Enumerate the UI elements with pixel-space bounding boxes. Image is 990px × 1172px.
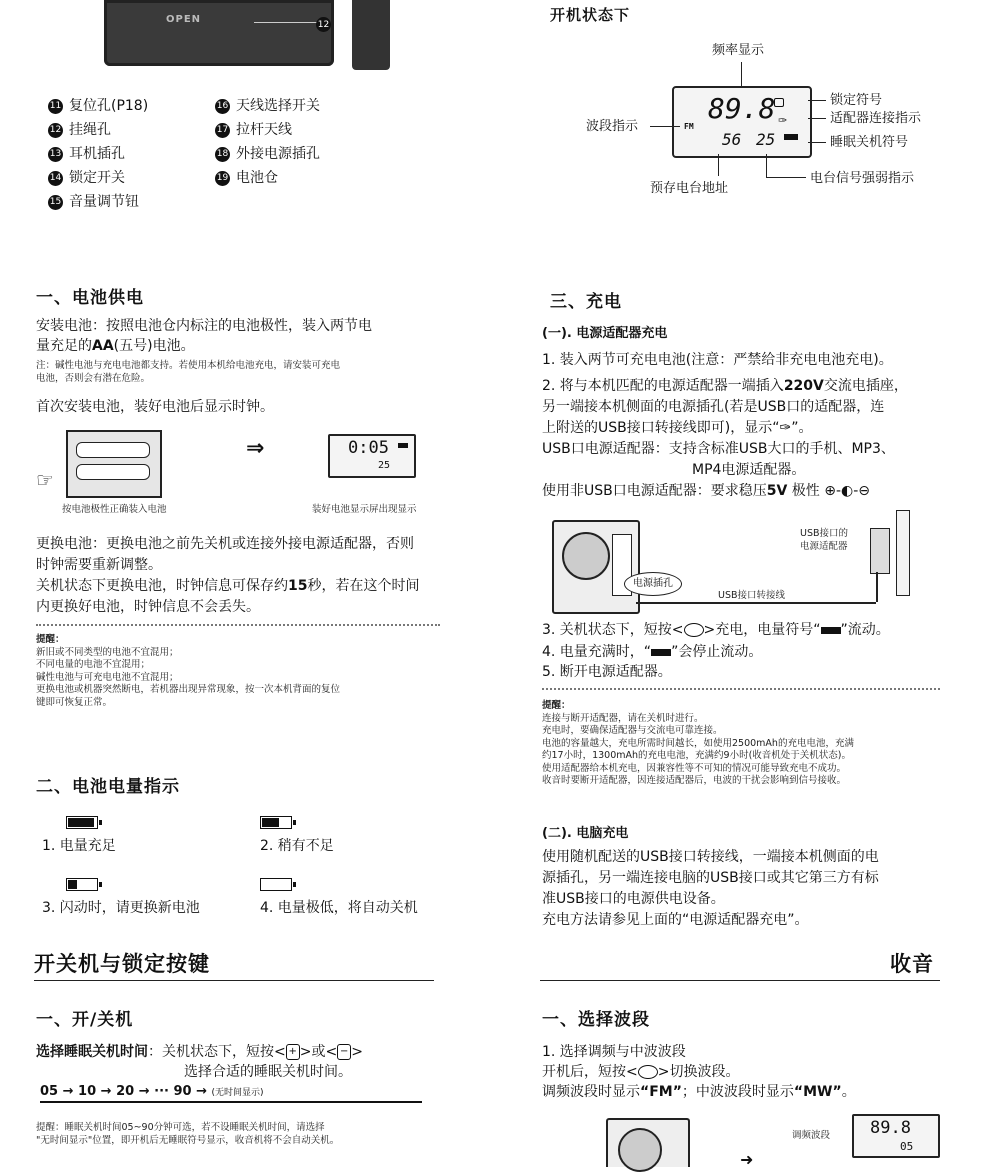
signal-label: 电台信号强弱指示 [810, 171, 915, 186]
battery-p4: 关机状态下更换电池，时钟信息可保存约15秒，若在这个时间 内更换好电池，时钟信息不会丢失。 [36, 578, 420, 615]
charge-sub1: (一). 电源适配器充电 [542, 326, 668, 341]
charge-section-title: 三、充电 [550, 292, 622, 312]
lcd-freq: 89.8 [708, 92, 776, 125]
band-label: 波段指示 [586, 119, 639, 134]
wall-socket [896, 510, 910, 596]
fig-band-label: 调频波段 [792, 1130, 831, 1141]
charge-tips: 提醒： 连接与断开适配器，请在关机时进行。 充电时，要确保适配器与交流电可靠连接。 电池的容量越大，充电所需时间越长，如使用2500mAh的充电电池，充满 约17小时，1300mAh的充电电池，充满约9小时(收音机处于关机状态)。 使用适配器给本机充电，因兼容性等不可知的情况可能导致充电不成功。 收音时要断开适配器，因连接适配器后，电波的干扰会影响到信号接收。 [542, 700, 854, 786]
divider [542, 688, 940, 690]
radio-section-title: 一、选择波段 [542, 1010, 650, 1030]
lcd-preset: 56 [722, 130, 742, 149]
caption-left: 按电池极性正确装入电池 [62, 504, 167, 515]
usb-adapter-illustration [870, 528, 890, 574]
battery-icon [651, 649, 671, 656]
hand-icon: ☞ [36, 468, 54, 492]
callout-12: 12 [316, 14, 337, 33]
display-diagram-title: 开机状态下 [550, 6, 631, 24]
battery-level-empty [260, 876, 292, 895]
clock-lcd [328, 434, 416, 478]
display-lcd [672, 86, 812, 158]
sleep-label: 睡眠关机符号 [830, 135, 909, 150]
fig-cable-label: USB接口转接线 [718, 590, 786, 601]
divider [34, 980, 434, 981]
plug-icon: ✑ [778, 114, 788, 127]
charge-s1: 1. 装入两节可充电电池(注意：严禁给非充电电池充电)。 [542, 352, 893, 368]
battery-p1: 安装电池：按照电池仓内标注的电池极性，装入两节电 [36, 318, 372, 334]
battery-p1b: 量充足的AA(五号)电池。 [36, 338, 195, 354]
plug-icon: ✑ [779, 420, 792, 436]
device-illustration [104, 0, 334, 66]
jack-callout: 电源插孔 [624, 572, 682, 596]
list-item: 19 电池仓 [216, 170, 278, 186]
lcd-sub: 05 [900, 1140, 914, 1153]
level-label: 1. 电量充足 [42, 838, 116, 854]
arrow-icon: ➜ [740, 1150, 754, 1169]
level-section-title: 二、电池电量指示 [36, 777, 180, 797]
battery-icon [784, 134, 798, 140]
charge-s2: 2. 将与本机匹配的电源适配器一端插入220V交流电插座， 另一端接本机侧面的电源插孔(若是USB口的适配器，连 上附送的USB接口转接线即可)，显示“✑”。 USB口电源适配器：支持含标准USB大口的手机、MP3、 MP4电源适配器。 使用非USB口电源适配器：要求稳压5V 极性 ⊕-◐-⊖ [542, 378, 908, 499]
radio-illustration [552, 520, 640, 614]
parts-list-col2 [215, 95, 320, 191]
list-item: 17 拉杆天线 [216, 122, 292, 138]
lock-icon [774, 98, 784, 107]
lcd-band: FM [684, 122, 694, 131]
power-button-icon [638, 1065, 658, 1079]
level-label: 4. 电量极低，将自动关机 [260, 900, 418, 916]
device-side [352, 0, 390, 70]
charge-pc: 使用随机配送的USB接口转接线，一端接本机侧面的电 源插孔，另一端连接电脑的USB接口或其它第三方有标 准USB接口的电源供电设备。 充电方法请参见上面的“电源适配器充电”。 [542, 849, 879, 928]
charge-s4: 4. 电量充满时，“ ”会停止流动。 [542, 644, 763, 660]
arrow-icon: ⇒ [246, 436, 265, 461]
level-label: 2. 稍有不足 [260, 838, 334, 854]
battery-icon [398, 443, 408, 448]
list-item: 15 音量调节钮 [49, 194, 139, 210]
power-tip: 提醒：睡眠关机时间05~90分钟可选，若不设睡眠关机时间，请选择 "无时间显示"位置，即开机后无睡眠符号显示，收音机将不会自动关机。 [36, 1122, 340, 1146]
battery-p3: 更换电池：更换电池之前先关机或连接外接电源适配器，否则 时钟需要重新调整。 [36, 536, 414, 573]
power-line1: 选择睡眠关机时间：关机状态下，短按< + >或< − > [36, 1044, 363, 1060]
battery-level-medium [260, 814, 292, 833]
band-lcd [852, 1114, 940, 1158]
power-line2: 选择合适的睡眠关机时间。 [184, 1064, 352, 1080]
battery-level-full [66, 814, 98, 833]
polarity-icon: ⊕-◐-⊖ [824, 483, 871, 499]
charge-sub2: (二). 电脑充电 [542, 826, 629, 841]
power-button-icon [684, 623, 704, 637]
caption-right: 装好电池显示屏出现显示 [312, 504, 417, 515]
list-item: 11 复位孔(P18) [49, 98, 149, 114]
radio-l1: 1. 选择调频与中波波段 [542, 1044, 686, 1060]
lcd-time: 0:05 [348, 438, 389, 458]
list-item: 14 锁定开关 [49, 170, 125, 186]
plus-button-icon: + [286, 1044, 300, 1060]
divider [36, 624, 440, 626]
list-item: 12 挂绳孔 [49, 122, 111, 138]
battery-level-low [66, 876, 98, 895]
lcd-signal: 25 [756, 130, 776, 149]
device-label: OPEN [166, 14, 202, 25]
fig-adapter-label: USB接口的 电源适配器 [800, 528, 849, 552]
divider [540, 980, 940, 981]
charge-s3: 3. 关机状态下，短按< >充电，电量符号“ ”流动。 [542, 622, 890, 638]
battery-p2: 首次安装电池，装好电池后显示时钟。 [36, 399, 274, 415]
preset-label: 预存电台地址 [650, 181, 729, 196]
radio-l3: 调频波段时显示“FM”；中波波段时显示“MW”。 [542, 1084, 856, 1100]
charge-s5: 5. 断开电源适配器。 [542, 664, 672, 680]
battery-note: 注：碱性电池与充电电池都支持。若使用本机给电池充电，请安装可充电 电池，否则会有潜在危险。 [36, 360, 341, 384]
list-item: 16 天线选择开关 [216, 98, 320, 114]
lock-label: 锁定符号 [830, 93, 883, 108]
battery-section-title: 一、电池供电 [36, 288, 144, 308]
minus-button-icon: − [337, 1044, 351, 1060]
list-item: 18 外接电源插孔 [216, 146, 320, 162]
battery-compartment-illustration [66, 430, 162, 498]
parts-list-col1 [48, 95, 148, 215]
list-item: 13 耳机插孔 [49, 146, 125, 162]
radio-section-header: 收音 [890, 952, 934, 976]
lcd-time-sub: 25 [378, 460, 391, 471]
radio-illustration [606, 1118, 690, 1167]
battery-tips: 提醒： 新旧或不同类型的电池不宜混用； 不同电量的电池不宜混用； 碱性电池与可充电电池不宜混用； 更换电池或机器突然断电，若机器出现异常现象，按一次本机背面的复位 键即可恢复正常。 [36, 634, 341, 708]
adapter-label: 适配器连接指示 [830, 111, 922, 126]
power-section-title: 一、开/关机 [36, 1010, 134, 1030]
lcd-freq: 89.8 [870, 1118, 911, 1138]
radio-l2: 开机后，短按< >切换波段。 [542, 1064, 740, 1080]
battery-icon [821, 627, 841, 634]
power-section-header: 开关机与锁定按键 [34, 952, 210, 976]
sleep-sequence: 05 → 10 → 20 → ··· 90 → (无时间显示) [40, 1084, 422, 1103]
freq-label: 频率显示 [712, 43, 765, 58]
level-label: 3. 闪动时，请更换新电池 [42, 900, 200, 916]
